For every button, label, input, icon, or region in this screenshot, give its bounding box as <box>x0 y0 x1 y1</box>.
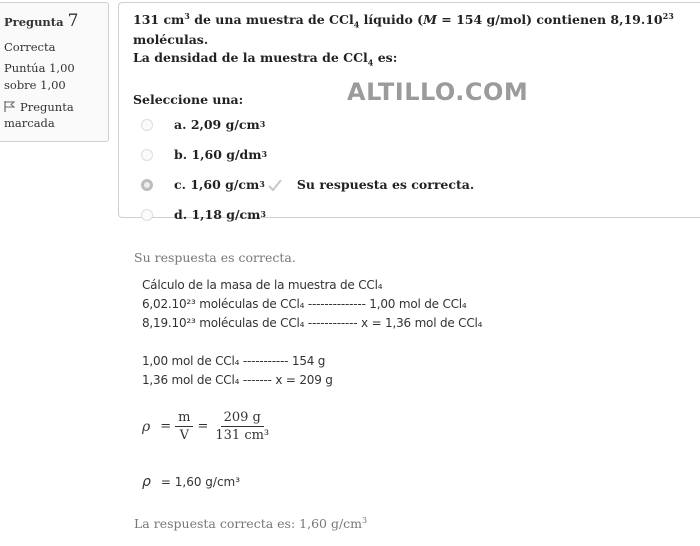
question-grade: Puntúa 1,00 sobre 1,00 <box>4 61 75 92</box>
density-formula: ρ = $\frac{m}{V}$ = $\frac{209 g}{\text{131 cm³}}$ <box>142 410 276 443</box>
explanation-line: 1,36 mol de CCl₄ ------- x = 209 g <box>142 373 333 387</box>
question-info-panel <box>0 2 109 142</box>
general-feedback <box>142 278 482 392</box>
select-prompt: Seleccione una: <box>133 92 244 108</box>
right-answer: La respuesta correcta es: 1,60 $g/cm^3$ <box>134 516 368 532</box>
answer-option-c[interactable]: c. 1,60 g/cm 3 Su respuesta es correcta. <box>133 170 691 200</box>
watermark: ALTILLO.COM <box>347 78 529 106</box>
answer-option-a[interactable]: a. 2,09 g/cm 3 <box>133 110 691 140</box>
question-text: 131 $cm^3$ de una muestra de CCl$_4$ líquido (M = 154 g/mol) contienen 8,19.10$^{23}$ moléculas. La densidad de la muestra de CCl$_4$ es: <box>133 11 674 68</box>
explanation-line: 6,02.10²³ moléculas de CCl₄ -------------- 1,00 mol de CCl₄ <box>142 297 467 311</box>
rho-symbol: ρ <box>142 418 151 435</box>
flag-icon <box>4 101 16 112</box>
radio-c-selected[interactable] <box>141 179 153 191</box>
outcome-feedback: Su respuesta es correcta. <box>134 250 296 265</box>
density-result: ρ = 1,60 g/cm³ <box>142 474 241 490</box>
answer-option-b[interactable]: b. 1,60 g/dm 3 <box>133 140 691 170</box>
radio-d[interactable] <box>141 209 153 221</box>
check-icon <box>267 178 283 192</box>
fraction-mv: $\frac{m}{V}$ <box>175 410 193 443</box>
question-number: Pregunta 7 <box>4 11 79 31</box>
fraction-values: $\frac{209 g}{\text{131 cm³}}$ <box>215 410 270 443</box>
explanation-line: 1,00 mol de CCl₄ ----------- 154 g <box>142 354 326 368</box>
flag-question-link[interactable]: Pregunta marcada <box>4 99 74 131</box>
radio-a[interactable] <box>141 119 153 131</box>
radio-b[interactable] <box>141 149 153 161</box>
explanation-line: Cálculo de la masa de la muestra de CCl₄ <box>142 278 383 292</box>
question-state: Correcta <box>4 39 56 54</box>
question-formulation <box>118 2 700 222</box>
inline-feedback: Su respuesta es correcta. <box>296 176 475 192</box>
answer-option-d[interactable]: d. 1,18 g/cm 3 <box>133 200 691 230</box>
explanation-line: 8,19.10²³ moléculas de CCl₄ ------------ x = 1,36 mol de CCl₄ <box>142 316 483 330</box>
